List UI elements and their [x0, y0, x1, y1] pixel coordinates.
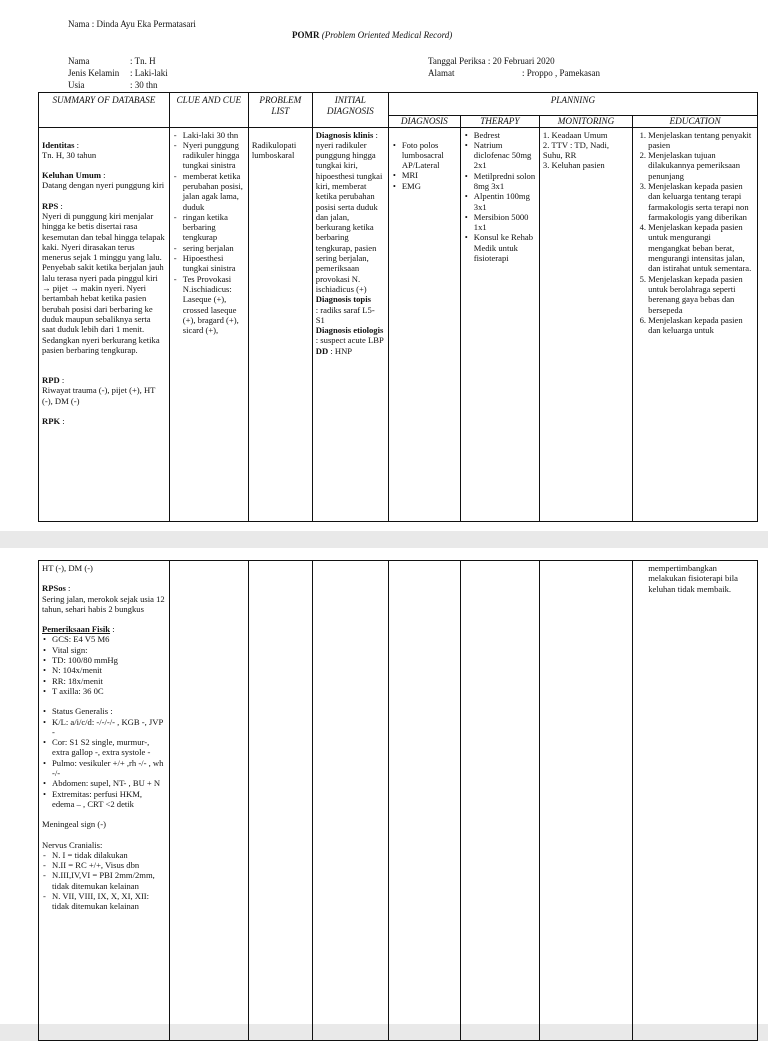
therapy-cell-continued — [460, 561, 539, 1041]
initial-diagnosis-cell — [312, 127, 388, 521]
page-2 — [0, 548, 768, 1024]
monitoring-item: 2. TTV : TD, Nadi, Suhu, RR — [542, 139, 610, 161]
pemeriksaan-fisik-heading: Pemeriksaan Fisik : — [42, 624, 115, 635]
nervus-heading: Nervus Cranialis: — [42, 839, 103, 850]
col-education: EDUCATION — [633, 116, 758, 128]
pomr-table-page2 — [38, 560, 758, 1041]
pf-item: • N: 104x/menit — [52, 665, 166, 675]
problem-cell — [248, 127, 312, 521]
education-cell-continued — [633, 561, 758, 1041]
monitoring-item: 3. Keluhan pasien — [542, 160, 605, 171]
education-item: 3. Menjelaskan kepada pasien dan keluarga tentang terapi farmakologis serta terapi non farmakologis yang diberikan — [648, 181, 754, 222]
tanggal-periksa: Tanggal Periksa : 20 Februari 2020 — [428, 56, 555, 66]
title-bold: POMR — [292, 30, 320, 40]
education-item: 6. Menjelaskan kepada pasien dan keluarga untuk — [648, 315, 754, 336]
jenis-kelamin-value: : Laki-laki — [130, 68, 168, 78]
therapy-item: • Konsul ke Rehab Medik untuk fisioterapi — [474, 232, 536, 263]
diagnosis-dd: DD : HNP — [315, 345, 353, 356]
nervus-item: - N.II = RC +/+, Visus dbn — [52, 860, 166, 870]
identitas-heading: Identitas : — [42, 139, 80, 150]
alamat-label: Alamat — [428, 68, 455, 78]
col-therapy: THERAPY — [460, 116, 539, 128]
nervus-item: - N.III,IV,VI = PBI 2mm/2mm, tidak ditemukan kelainan — [52, 870, 166, 891]
initial-cell-continued — [312, 561, 388, 1041]
col-monitoring: MONITORING — [539, 116, 632, 128]
jenis-kelamin-label: Jenis Kelamin — [68, 68, 120, 78]
rpk-continued: HT (-), DM (-) — [42, 563, 93, 573]
pf-item: • T axilla: 36 0C — [52, 686, 166, 696]
usia-value: : 30 thn — [130, 80, 158, 90]
diagnosis-topis: Diagnosis topis — [315, 294, 371, 305]
col-initial: INITIAL DIAGNOSIS — [312, 93, 388, 128]
therapy-item: • Natrium diclofenac 50mg 2x1 — [474, 140, 536, 171]
therapy-cell — [460, 127, 539, 521]
summary-cell-continued — [39, 561, 170, 1041]
author-name: Nama : Dinda Ayu Eka Permatasari — [68, 19, 196, 29]
diagnosis-item: • Foto polos lumbosacral AP/Lateral — [402, 140, 457, 171]
rpsos-heading: RPSos : — [42, 583, 71, 594]
clue-cell — [169, 127, 248, 521]
diagnosis-plan-cell — [388, 127, 460, 521]
diagnosis-etiologis: Diagnosis etiologis — [315, 325, 384, 336]
nervus-item: - N. I = tidak dilakukan — [52, 850, 166, 860]
rps-text: Nyeri di punggung kiri menjalar hingga ke betis disertai rasa kesemutan dan tebal hingga telapak kaki. Nyeri dirasakan terus menerus sejak 1 minggu yang lalu. Penyebab sakit ketika berjalan jauh lalu terasa nyeri pada pinggul kiri → pijet → makin nyeri. Nyeri bertambah hebat ketika pasien berubah posisi dari berbaring ke duduk maupun sebaliknya serta saat duduk lebih dari 1 menit. Sedangkan nyeri berkurang ketika pasien berbaring tengkurap. — [42, 210, 165, 355]
alamat-value: : Proppo , Pamekasan — [522, 68, 600, 78]
nama-label: Nama — [68, 56, 90, 66]
nervus-item: - N. VII, VIII, IX, X, XI, XII: tidak ditemukan kelainan — [52, 891, 166, 912]
summary-cell — [39, 127, 170, 521]
monitoring-cell — [539, 127, 632, 521]
pomr-table-page1 — [38, 92, 758, 522]
problem-cell-continued — [248, 561, 312, 1041]
diagnosis-item: • MRI — [402, 170, 457, 180]
status-item: • Status Generalis : — [52, 706, 166, 716]
clue-item: - Laki-laki 30 thn — [183, 130, 245, 140]
clue-item: - Tes Provokasi N.ischiadicus: Laseque (+), crossed laseque (+), bragard (+), sicard (+), — [183, 274, 245, 336]
clue-cell-continued — [169, 561, 248, 1041]
diagnosis-klinis: Diagnosis klinis : — [315, 129, 378, 140]
col-summary: SUMMARY OF DATABASE — [39, 93, 170, 128]
keluhan-text: Datang dengan nyeri punggung kiri — [42, 180, 165, 191]
rpd-heading: RPD : — [42, 375, 65, 386]
meningeal-sign: Meningeal sign (-) — [42, 819, 106, 830]
col-diagnosis: DIAGNOSIS — [388, 116, 460, 128]
diagnosis-etiologis-text: : suspect acute LBP — [315, 335, 384, 346]
rps-heading: RPS : — [42, 200, 63, 211]
document-title — [292, 30, 452, 41]
education-item: 5. Menjelaskan kepada pasien untuk berolahraga seperti berenang gaya bebas dan bersepeda — [648, 274, 754, 315]
rpsos-text: Sering jalan, merokok sejak usia 12 tahun, sehari habis 2 bungkus — [42, 593, 165, 614]
education-item: 4. Menjelaskan kepada pasien untuk mengurangi mengangkat beban berat, mengurangi intensitas jalan, dan istirahat untuk sementara. — [648, 222, 754, 273]
status-item: • Extremitas: perfusi HKM, edema – , CRT <2 detik — [52, 789, 166, 810]
therapy-item: • Alpentin 100mg 3x1 — [474, 191, 536, 212]
identitas-text: Tn. H, 30 tahun — [42, 149, 97, 160]
status-item: • Abdomen: supel, NT- , BU + N — [52, 778, 166, 788]
clue-item: - Nyeri punggung radikuler hingga tungkai sinistra — [183, 140, 245, 171]
col-problem: PROBLEM LIST — [248, 93, 312, 128]
status-item: • Pulmo: vesikuler +/+ ,rh -/- , wh -/- — [52, 758, 166, 779]
status-item: • Cor: S1 S2 single, murmur-, extra gallop -, extra systole - — [52, 737, 166, 758]
status-item: • K/L: a/i/c/d: -/-/-/- , KGB -, JVP - — [52, 717, 166, 738]
monitoring-cell-continued — [539, 561, 632, 1041]
pf-item: • TD: 100/80 mmHg — [52, 655, 166, 665]
nama-value: : Tn. H — [130, 56, 156, 66]
education-cell — [633, 127, 758, 521]
education-item: 1. Menjelaskan tentang penyakit pasien — [648, 130, 754, 151]
therapy-item: • Mersibion 5000 1x1 — [474, 212, 536, 233]
col-clue: CLUE AND CUE — [169, 93, 248, 128]
diagnosis-topis-text: : radiks saraf L5- S1 — [315, 304, 375, 325]
pf-item: • RR: 18x/menit — [52, 676, 166, 686]
monitoring-item: 1. Keadaan Umum — [542, 129, 608, 140]
education-item: 2. Menjelaskan tujuan dilakukannya pemeriksaan penunjang — [648, 150, 754, 181]
diagnosis-klinis-text: nyeri radikuler punggung hingga tungkai kiri, hipoesthesi tungkai kiri, memberat ketika perubahan posisi serta duduk dan jalan, berkurang ketika berbaring tengkurap, pasien sering berjalan, pemeriksaan provokasi N. ischiadicus (+) — [315, 139, 383, 294]
title-italic: (Problem Oriented Medical Record) — [321, 30, 453, 40]
diagnosis-item: • EMG — [402, 181, 457, 191]
clue-item: - Hipoesthesi tungkai sinistra — [183, 253, 245, 274]
col-planning: PLANNING — [388, 93, 757, 116]
keluhan-heading: Keluhan Umum : — [42, 170, 106, 181]
rpd-text: Riwayat trauma (-), pijet (+), HT (-), DM (-) — [42, 385, 156, 406]
problem-text: Radikulopati lumboskaral — [251, 139, 297, 160]
clue-item: - sering berjalan — [183, 243, 245, 253]
clue-item: - memberat ketika perubahan posisi, jalan agak lama, duduk — [183, 171, 245, 212]
clue-item: - ringan ketika berbaring tengkurap — [183, 212, 245, 243]
education-continued: mempertimbangkan melakukan fisioterapi bila keluhan tidak membaik. — [648, 563, 738, 594]
rpk-heading: RPK : — [42, 416, 65, 427]
diagnosis-cell-continued — [388, 561, 460, 1041]
therapy-item: • Bedrest — [474, 130, 536, 140]
therapy-item: • Metilpredni solon 8mg 3x1 — [474, 171, 536, 192]
usia-label: Usia — [68, 80, 85, 90]
pf-item: • Vital sign: — [52, 645, 166, 655]
pf-item: • GCS: E4 V5 M6 — [52, 634, 166, 644]
